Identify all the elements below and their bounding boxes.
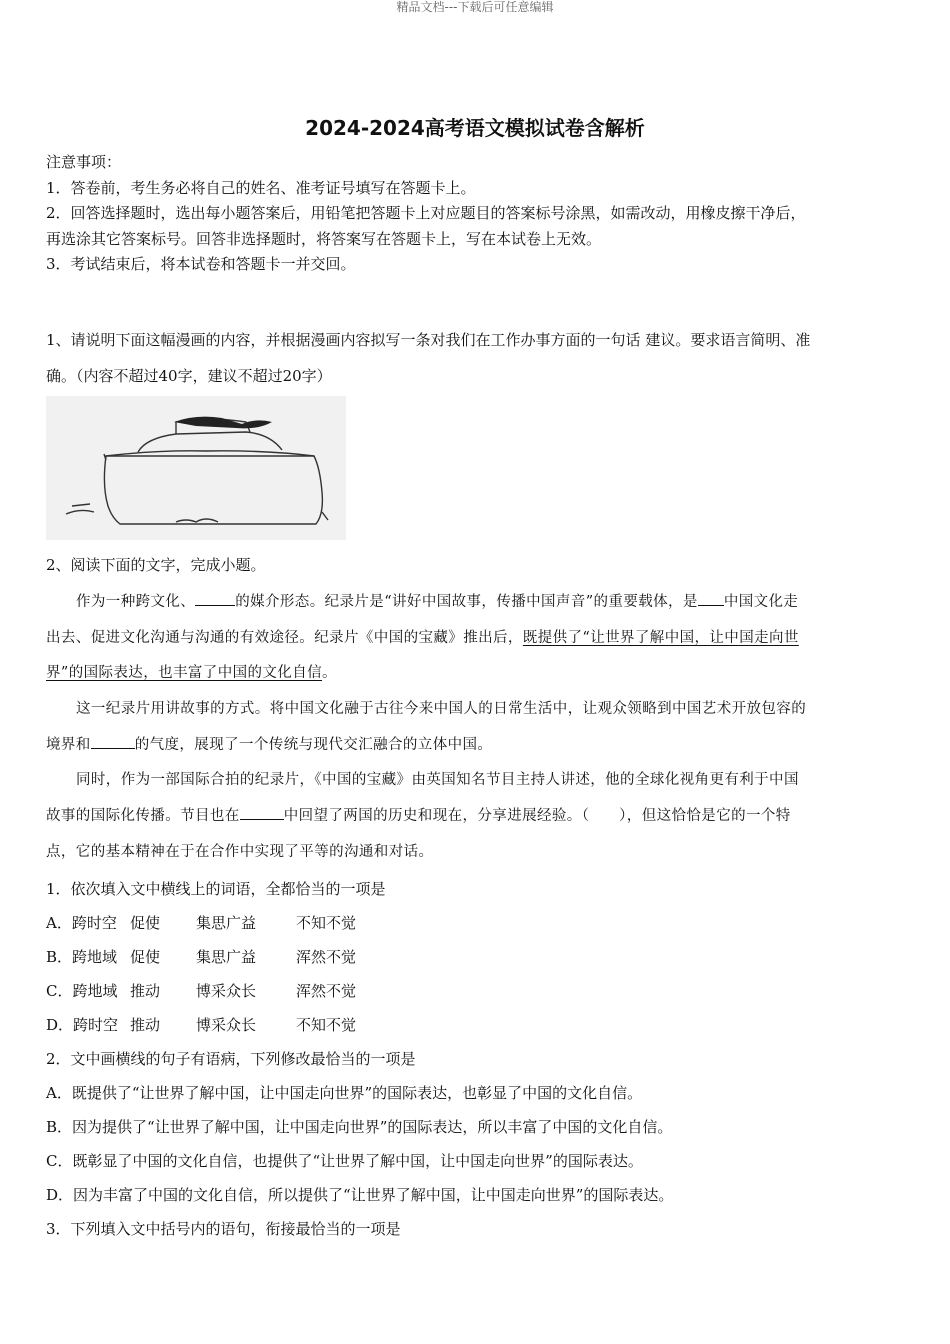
sub-question-1-option-d: D．跨时空 推动 博采众长 不知不觉 xyxy=(46,1016,357,1034)
sub-question-2-option-c: C．既彰显了中国的文化自信，也提供了“让世界了解中国，让中国走向世界”的国际表达。 xyxy=(46,1152,643,1170)
blank-4 xyxy=(240,805,284,820)
notice-line-4: 3．考试结束后，将本试卷和答题卡一并交回。 xyxy=(46,255,356,273)
blank-3 xyxy=(91,734,135,749)
underlined-sentence-part-1: 既提供了“让世界了解中国，让中国走向世 xyxy=(522,629,799,646)
sub-question-2-option-b: B．因为提供了“让世界了解中国，让中国走向世界”的国际表达，所以丰富了中国的文化自信。 xyxy=(46,1118,673,1136)
passage-line-4: 这一纪录片用讲故事的方式。将中国文化融于古往今来中国人的日常生活中，让观众领略到中国艺术开放包容的 xyxy=(76,701,807,718)
question-2-intro-block xyxy=(46,550,904,580)
question-2-intro: 2、阅读下面的文字，完成小题。 xyxy=(46,556,266,574)
notice-line-2: 2．回答选择题时，选出每小题答案后，用铅笔把答题卡上对应题目的答案标号涂黑，如需改动，用橡皮擦干净后， xyxy=(46,204,806,222)
notice-line-1: 1．答卷前，考生务必将自己的姓名、准考证号填写在答题卡上。 xyxy=(46,178,476,197)
blank-1 xyxy=(195,591,235,606)
sub-question-2-option-a: A．既提供了“让世界了解中国，让中国走向世界”的国际表达，也彰显了中国的文化自信。 xyxy=(46,1084,643,1102)
comic-image xyxy=(46,396,346,540)
passage-line-2: 出去、促进文化沟通与沟通的有效途径。纪录片《中国的宝藏》推出后，既提供了“让世界了解中国，让中国走向世 xyxy=(46,629,799,646)
question-1-line-2: 确。（内容不超过40字，建议不超过20字） xyxy=(46,367,332,385)
comic-drawing xyxy=(46,396,346,540)
sub-question-1-option-a: A．跨时空 促使 集思广益 不知不觉 xyxy=(46,914,357,932)
sub-question-1-option-b: B．跨地域 促使 集思广益 浑然不觉 xyxy=(46,948,357,966)
passage-line-3: 界”的国际表达，也丰富了中国的文化自信。 xyxy=(46,665,337,682)
sub-question-1-stem: 1．依次填入文中横线上的词语，全都恰当的一项是 xyxy=(46,880,386,898)
sub-question-2-stem: 2．文中画横线的句子有语病，下列修改最恰当的一项是 xyxy=(46,1050,416,1068)
passage-line-8: 点，它的基本精神在于在合作中实现了平等的沟通和对话。 xyxy=(46,843,434,860)
passage-line-6: 同时，作为一部国际合拍的纪录片，《中国的宝藏》由英国知名节目主持人讲述，他的全球化视角更有利于中国 xyxy=(76,772,799,789)
passage-line-1: 作为一种跨文化、 的媒介形态。纪录片是“讲好中国故事，传播中国声音”的重要载体，是 中国文化走 xyxy=(46,585,904,621)
passage-line-7: 故事的国际化传播。节目也在 中回望了两国的历史和现在，分享进展经验。（ ），但这恰恰是它的一个特 xyxy=(46,799,904,835)
sub-question-1-option-c: C．跨地域 推动 博采众长 浑然不觉 xyxy=(46,982,357,1000)
passage-line-5: 境界和 的气度，展现了一个传统与现代交汇融合的立体中国。 xyxy=(46,728,904,764)
sub-questions xyxy=(46,872,904,1246)
notices-heading: 注意事项： xyxy=(46,153,122,171)
notice-line-3: 再选涂其它答案标号。回答非选择题时，将答案写在答题卡上，写在本试卷上无效。 xyxy=(46,229,602,248)
blank-2 xyxy=(698,591,724,606)
header-note: 精品文档---下载后可任意编辑 xyxy=(396,0,554,14)
underlined-sentence-part-2: 界”的国际表达，也丰富了中国的文化自信 xyxy=(46,665,323,682)
question-1 xyxy=(46,322,904,394)
document-title: 2024-2024高考语文模拟试卷含解析 xyxy=(305,116,645,140)
reading-passage xyxy=(46,585,904,871)
sub-question-2-option-d: D．因为丰富了中国的文化自信，所以提供了“让世界了解中国，让中国走向世界”的国际表达。 xyxy=(46,1186,674,1204)
sub-question-3-stem: 3．下列填入文中括号内的语句，衔接最恰当的一项是 xyxy=(46,1220,401,1238)
notices-section xyxy=(46,150,904,278)
question-1-line-1: 1、请说明下面这幅漫画的内容，并根据漫画内容拟写一条对我们在工作办事方面的一句话 建议。要求语言简明、准 xyxy=(46,331,811,349)
